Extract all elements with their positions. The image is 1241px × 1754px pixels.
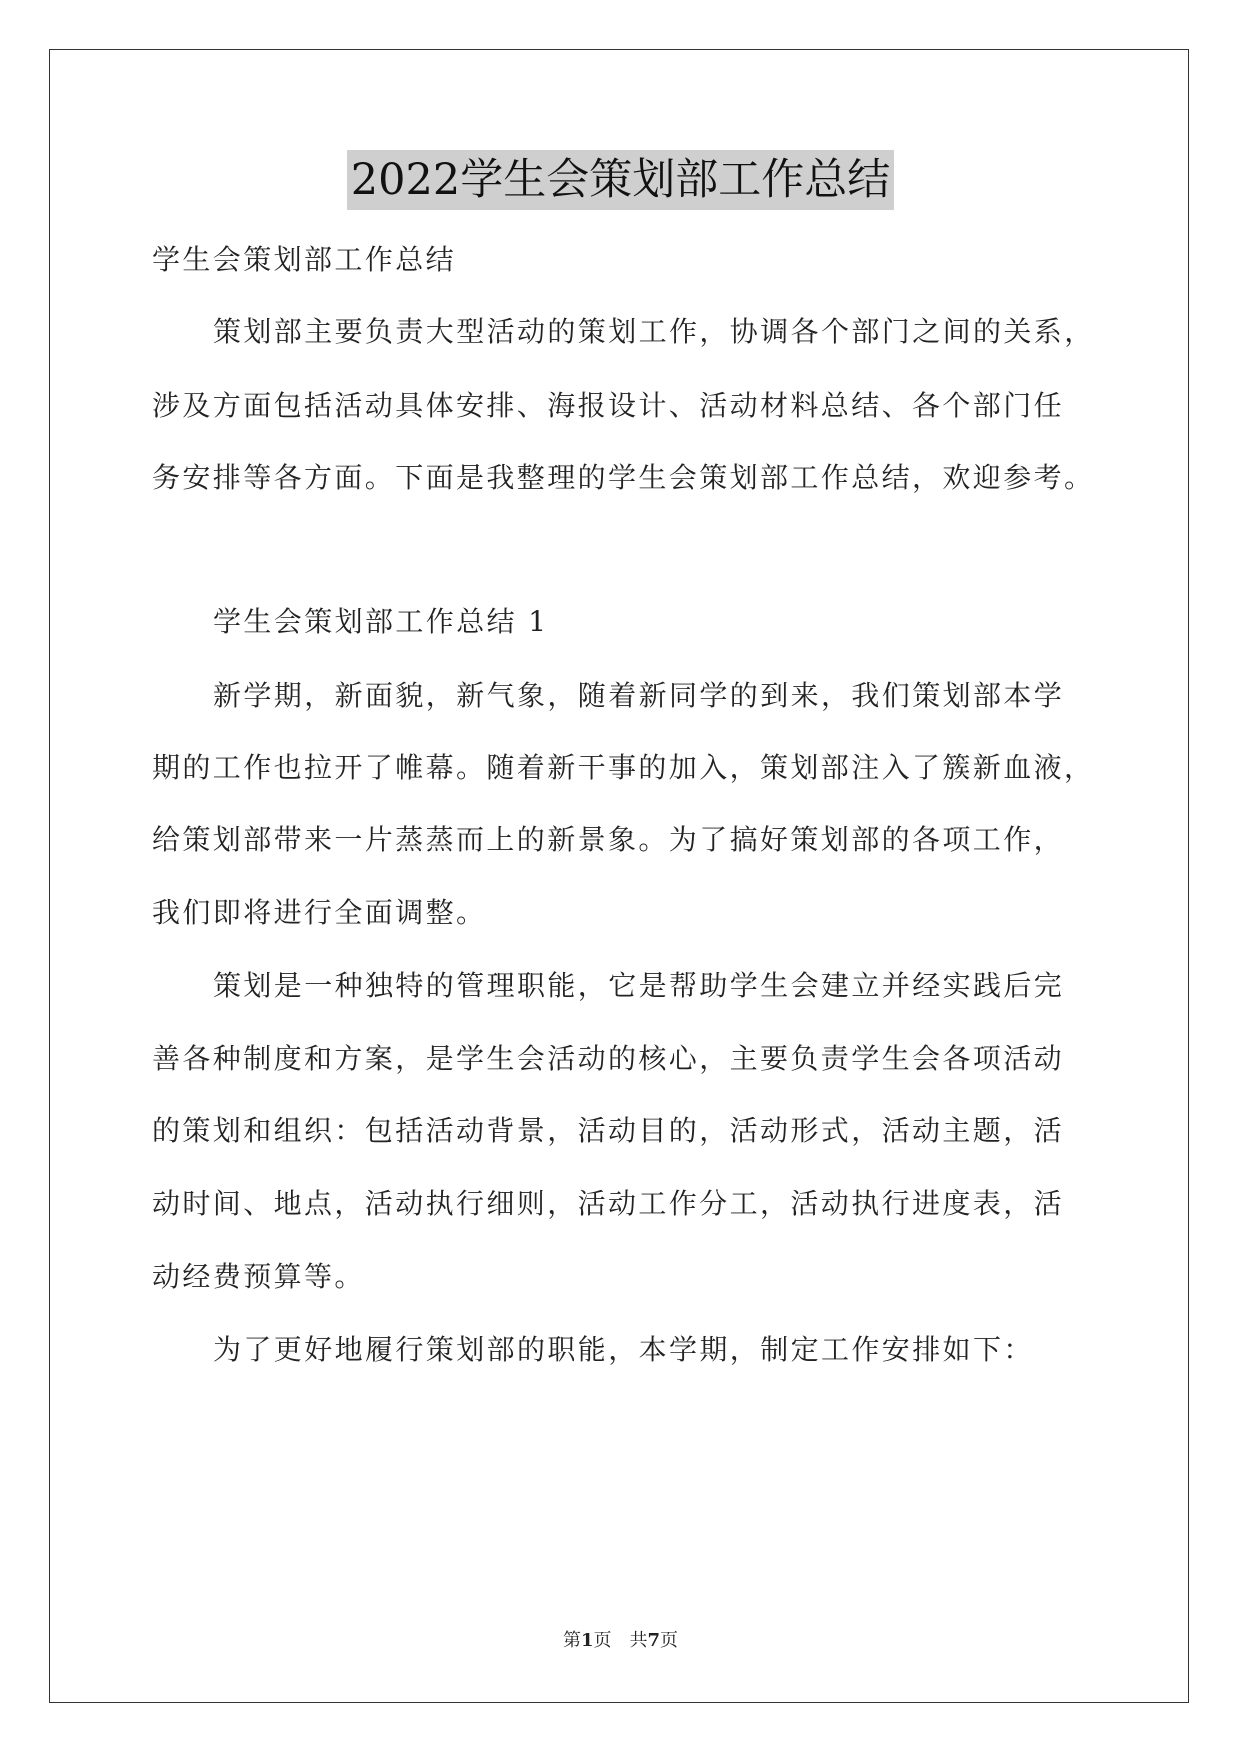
paragraph-line: 动时间、地点，活动执行细则，活动工作分工，活动执行进度表，活 — [152, 1187, 1065, 1220]
page-border — [49, 49, 1189, 1703]
paragraph-line: 动经费预算等。 — [152, 1260, 365, 1293]
paragraph-line: 善各种制度和方案，是学生会活动的核心，主要负责学生会各项活动 — [152, 1042, 1065, 1075]
paragraph-line: 策划部主要负责大型活动的策划工作，协调各个部门之间的关系， — [213, 315, 1095, 348]
title-block — [0, 150, 1241, 210]
document-title: 2022学生会策划部工作总结 — [347, 150, 894, 210]
footer-mid: 页 共 — [593, 1630, 648, 1651]
paragraph-line: 为了更好地履行策划部的职能，本学期，制定工作安排如下： — [213, 1333, 1034, 1366]
paragraph-line: 我们即将进行全面调整。 — [152, 896, 487, 929]
footer-prefix: 第 — [562, 1630, 581, 1651]
paragraph-line: 期的工作也拉开了帷幕。随着新干事的加入，策划部注入了簇新血液， — [152, 751, 1095, 784]
paragraph-line: 给策划部带来一片蒸蒸而上的新景象。为了搞好策划部的各项工作， — [152, 823, 1065, 856]
paragraph-line: 涉及方面包括活动具体安排、海报设计、活动材料总结、各个部门任 — [152, 389, 1065, 422]
paragraph-line: 务安排等各方面。下面是我整理的学生会策划部工作总结，欢迎参考。 — [152, 461, 1095, 494]
subtitle-line: 学生会策划部工作总结 — [152, 243, 457, 276]
section-heading: 学生会策划部工作总结 1 — [213, 605, 549, 638]
footer-total-pages: 7 — [647, 1630, 661, 1651]
paragraph-line: 新学期，新面貌，新气象，随着新同学的到来，我们策划部本学 — [213, 679, 1065, 712]
footer-page-number: 1 — [580, 1630, 594, 1651]
paragraph-line: 的策划和组织：包括活动背景，活动目的，活动形式，活动主题，活 — [152, 1114, 1065, 1147]
footer-suffix: 页 — [660, 1630, 679, 1651]
page-footer — [0, 1628, 1241, 1654]
paragraph-line: 策划是一种独特的管理职能，它是帮助学生会建立并经实践后完 — [213, 969, 1065, 1002]
